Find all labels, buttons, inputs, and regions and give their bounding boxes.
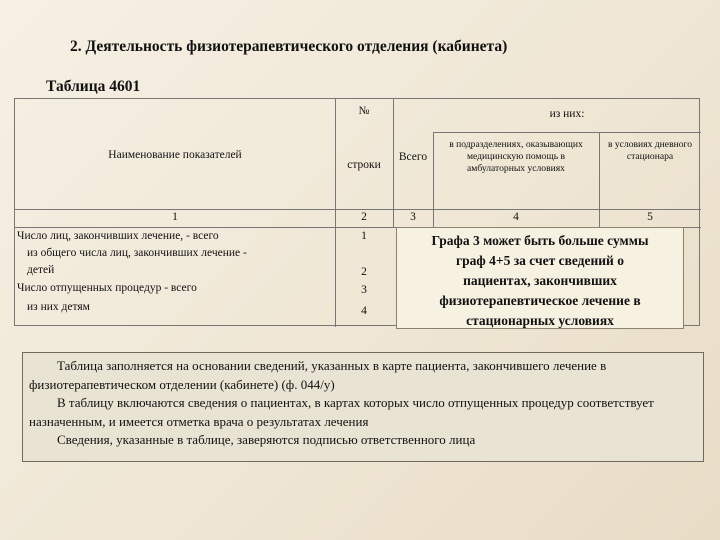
notes-box	[22, 352, 704, 462]
note-paragraph: В таблицу включаются сведения о пациентах, в картах которых число отпущенных процедур соответствует назначенным, и имеется отметка врача о результатах лечения	[29, 395, 654, 429]
table-caption: Таблица 4601	[46, 78, 141, 95]
header-name: Наименование показателей	[108, 149, 242, 161]
col-number-2: 2	[361, 211, 367, 223]
header-total: Всего	[398, 151, 428, 163]
callout-line: граф 4+5 за счет сведений о	[456, 253, 624, 268]
callout-line: физиотерапевтическое лечение в	[439, 293, 641, 308]
row-number: 1	[361, 230, 367, 242]
callout-line: стационарных условиях	[466, 313, 614, 328]
row-number: 2	[361, 266, 367, 278]
callout-line: пациентах, закончивших	[463, 273, 617, 288]
slide-title: 2. Деятельность физиотерапевтического отделения (кабинета)	[70, 38, 508, 55]
callout-line: Графа 3 может быть больше суммы	[431, 233, 649, 248]
header-of-them: из них:	[549, 108, 585, 120]
callout-box	[396, 227, 684, 329]
note-paragraph: Таблица заполняется на основании сведений, указанных в карте пациента, закончившего лечение в физиотерапевтическом отделении (кабинете) (ф. 044/у)	[29, 358, 607, 392]
row-label: из них детям	[27, 301, 90, 313]
note-paragraph: Сведения, указанные в таблице, заверяются подписью ответственного лица	[57, 432, 476, 447]
header-day-hospital: в условиях дневного стационара	[607, 139, 693, 162]
row-label: Число лиц, закончивших лечение, - всего	[17, 230, 219, 242]
row-number: 4	[361, 305, 367, 317]
header-number-bottom: строки	[347, 159, 381, 171]
row-label: из общего числа лиц, закончивших лечение -	[27, 247, 247, 259]
col-number-4: 4	[513, 211, 519, 223]
header-divider	[433, 132, 701, 133]
row-number: 3	[361, 284, 367, 296]
row-label: детей	[27, 264, 55, 276]
row-label: Число отпущенных процедур - всего	[17, 282, 197, 294]
col-number-5: 5	[647, 211, 653, 223]
col-number-1: 1	[172, 211, 178, 223]
header-number-top: №	[358, 105, 370, 117]
col-number-3: 3	[410, 211, 416, 223]
header-subdivisions: в подразделениях, оказывающих медицинскую помощь в амбулаторных условиях	[449, 139, 583, 174]
